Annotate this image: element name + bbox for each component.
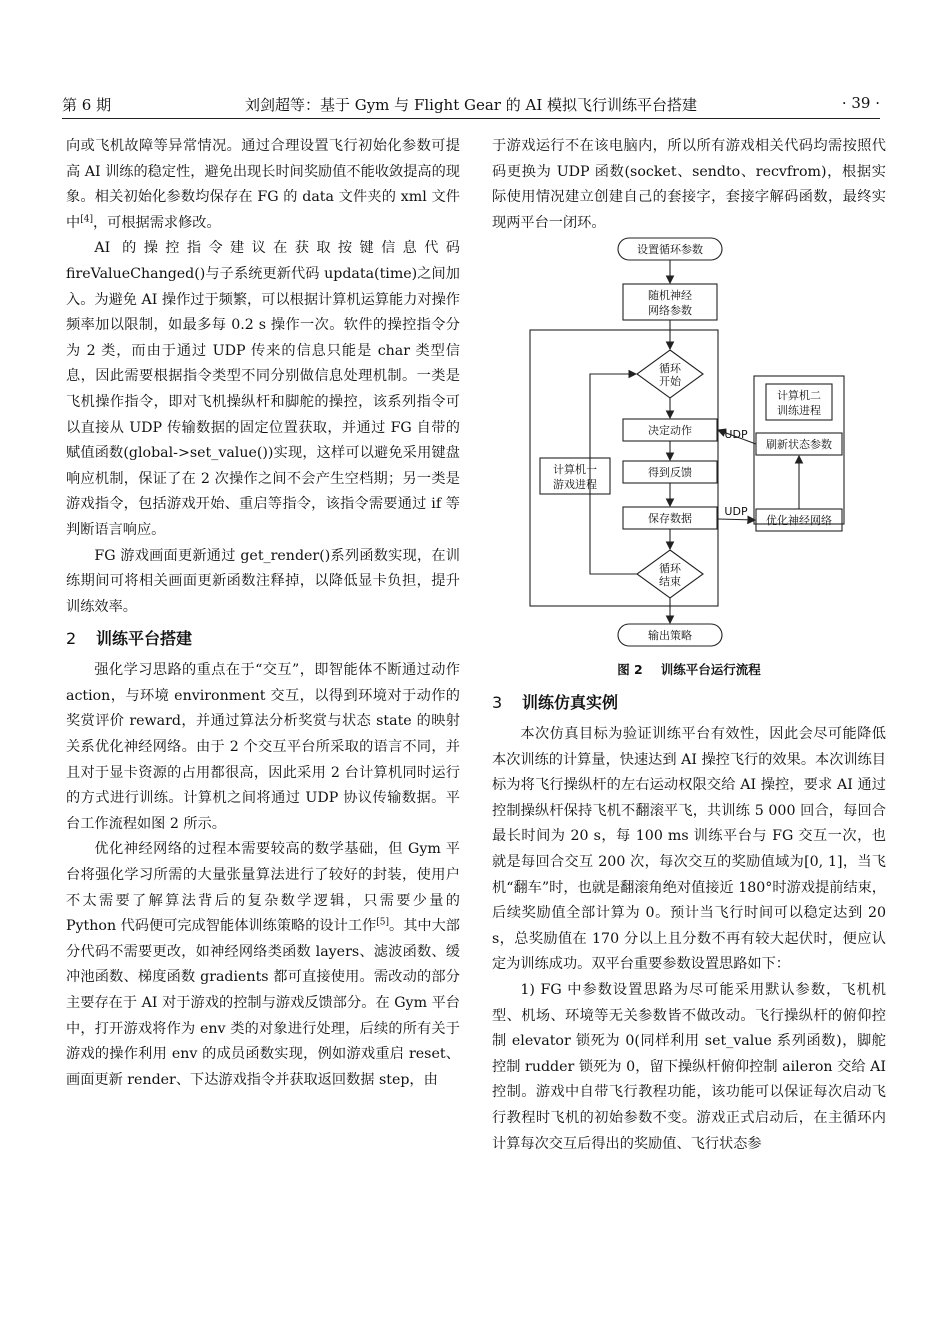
random-label-2: 网络参数 xyxy=(648,304,692,317)
setup-label: 设置循环参数 xyxy=(637,243,703,256)
output-label: 输出策略 xyxy=(648,629,692,642)
paragraph: 于游戏运行不在该电脑内，所以所有游戏相关代码均需按照代码更换为 UDP 函数(socket、sendto、recvfrom)，根据实际使用情况建立创建自己的套接字，套接字解码函数，最终实现两平台一闭环。 xyxy=(492,138,886,231)
loop-start-label-1: 循环 xyxy=(659,362,681,375)
citation: [4] xyxy=(80,214,93,225)
decide-label: 决定动作 xyxy=(648,424,692,437)
left-column xyxy=(66,134,460,1093)
pc2-label-1: 计算机二 xyxy=(777,389,821,402)
feedback-label: 得到反馈 xyxy=(648,466,692,479)
paragraph: AI 的操控指令建议在获取按键信息代码 fireValueChanged()与子系统更新代码 updata(time)之间加入。为避免 AI 操作过于频繁，可以根据计算机运算能力对操作频率加以限制，如最多每 0.2 s 操作一次。软件的操控指令分为 2 类，而由于通过 UDP 传来的信息只能是 char 类型信息，因此需要根据指令类型不同分别做信息处理机制。一类是飞机操作指令，即对飞机操纵杆和脚舵的操控，该系列指令可以直接从 UDP 传输数据的固定位置获取，并通过 FG 自带的赋值函数(global->set_value())实现，这样可以避免采用键盘响应机制，保证了在 2 次操作之间不会产生空档期；另一类是游戏指令，包括游戏开始、重启等指令，该指令需要通过 if 等判断语言响应。 xyxy=(66,240,460,538)
pc1-label-2: 游戏进程 xyxy=(553,478,597,491)
paragraph: 向或飞机故障等异常情况。通过合理设置飞行初始化参数可提高 AI 训练的稳定性，避免出现长时间奖励值不能收敛提高的现象。相关初始化参数均保存在 FG 的 data 文件夹的 xml 文件中[4]，可根据需求修改。 xyxy=(66,138,460,231)
right-column-top xyxy=(492,134,886,236)
page-number: · 39 · xyxy=(841,94,880,112)
figure-caption: 图 2 训练平台运行流程 xyxy=(617,662,761,677)
flowchart xyxy=(520,232,860,662)
section-heading-3: 3 训练仿真实例 xyxy=(492,693,619,712)
save-label: 保存数据 xyxy=(648,512,692,525)
running-header xyxy=(62,92,880,119)
udp-label-bottom: UDP xyxy=(724,505,748,518)
citation: [5] xyxy=(376,917,389,928)
loop-start-label-2: 开始 xyxy=(659,375,681,388)
optimize-label: 优化神经网络 xyxy=(766,514,832,527)
paragraph: 优化神经网络的过程本需要较高的数学基础，但 Gym 平台将强化学习所需的大量张量算法进行了较好的封装，使用户不太需要了解算法背后的复杂数学逻辑，只需要少量的 Python 代码便可完成智能体训练策略的设计工作[5]。其中大部分代码不需要更改，如神经网络类函数 layers、滤波函数、缓冲池函数、梯度函数 gradients 都可直接使用。需改动的部分主要存在于 AI 对于游戏的控制与游戏反馈部分。在 Gym 平台中，打开游戏将作为 env 类的对象进行处理，后续的所有关于游戏的操作利用 env 的成员函数实现，例如游戏重启 reset、画面更新 render、下达游戏指令并获取返回数据 step，由 xyxy=(66,841,460,1088)
loop-back-arrow xyxy=(590,374,637,574)
issue-number: 第 6 期 xyxy=(62,96,112,114)
loop-end-label-1: 循环 xyxy=(659,562,681,575)
random-label-1: 随机神经 xyxy=(648,289,692,302)
udp-arrow xyxy=(718,519,755,520)
paragraph: 1) FG 中参数设置思路为尽可能采用默认参数，飞机机型、机场、环境等无关参数皆不做改动。飞行操纵杆的俯仰控制 elevator 锁死为 0(同样利用 set_value 系列函数)，脚舵控制 rudder 锁死为 0，留下操纵杆俯仰控制 aileron 交给 AI 控制。游戏中自带飞行教程功能，该功能可以保证每次启动飞行教程时飞机的初始参数不变。游戏正式启动后，在主循环内计算每次交互后得出的奖励值、飞行状态参 xyxy=(492,981,886,1152)
refresh-label: 刷新状态参数 xyxy=(766,438,832,451)
paragraph: FG 游戏画面更新通过 get_render()系列函数实现，在训练期间可将相关画面更新函数注释掉，以降低显卡负担，提升训练效率。 xyxy=(66,547,460,615)
udp-label-top: UDP xyxy=(724,428,748,441)
right-column-bottom xyxy=(492,690,886,1157)
paragraph: 本次仿真目标为验证训练平台有效性，因此会尽可能降低本次训练的计算量，快速达到 AI 操控飞行的效果。本次训练目标为将飞行操纵杆的左右运动权限交给 AI 操控，要求 AI 通过控制操纵杆保持飞机不翻滚平飞，共训练 5 000 回合，每回合最长时间为 20 s，每 100 ms 训练平台与 FG 交互一次，也就是每回合交互 200 次，每次交互的奖励值域为[0, 1]，当飞机“翻车”时，也就是翻滚角绝对值接近 180°时游戏提前结束，后续奖励值全部计算为 0。预计当飞行时间可以稳定达到 20 s，总奖励值在 170 分以上且分数不再有较大起伏时，便应认定为训练成功。双平台重要参数设置思路如下： xyxy=(492,726,886,973)
section-heading-2: 2 训练平台搭建 xyxy=(66,629,193,649)
pc1-label-1: 计算机一 xyxy=(553,463,597,476)
pc2-label-2: 训练进程 xyxy=(777,404,821,417)
running-title: 刘剑超等：基于 Gym 与 Flight Gear 的 AI 模拟飞行训练平台搭建 xyxy=(244,96,698,114)
paragraph: 强化学习思路的重点在于“交互”，即智能体不断通过动作 action，与环境 environment 交互，以得到环境对于动作的奖赏评价 reward，并通过算法分析奖赏与状态 state 的映射关系优化神经网络。由于 2 个交互平台所采取的语言不同，并且对于显卡资源的占用都很高，因此采用 2 台计算机同时运行的方式进行训练。计算机之间将通过 UDP 协议传输数据。平台工作流程如图 2 所示。 xyxy=(66,662,460,832)
loop-end-label-2: 结束 xyxy=(659,575,681,588)
